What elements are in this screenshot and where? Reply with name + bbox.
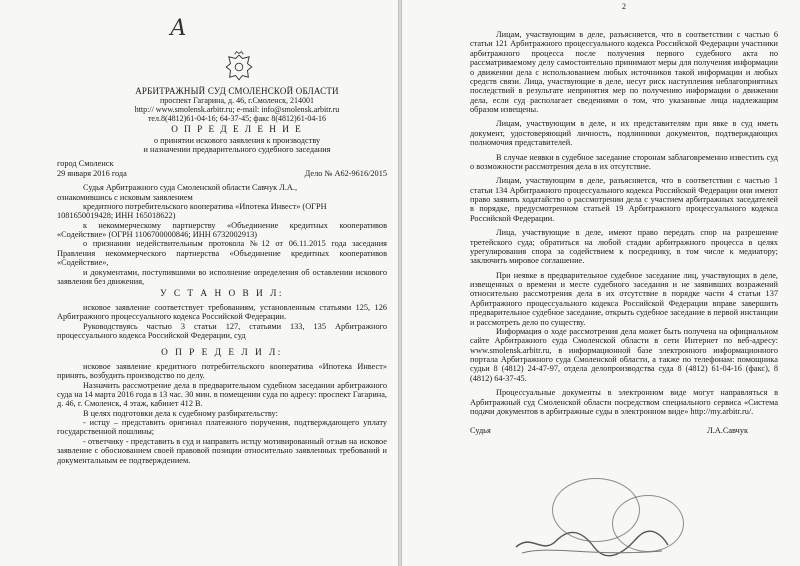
doc-subject-1: о принятии искового заявления к производству: [153, 135, 321, 145]
date-row: [57, 169, 387, 178]
para-defendant-task: - ответчику - представить в суд и направить истцу мотивированный отзыв на исковое заявление с обоснованием своей правовой позиции относительно заявленных требований и документальным ее подтверждением.: [57, 436, 387, 465]
para-mediation: Лица, участвующие в деле, имеют право передать спор на разрешение третейского суда; обратиться на любой стадии арбитражного процесса в целях урегулирования спора за содействием к посреднику, в том числе к медиатору; заключить мировое соглашение.: [470, 228, 778, 266]
para-compliance: исковое заявление соответствует требованиям, установленным статьями 125, 126 Арбитражного процессуального кодекса Российской Федерации.: [57, 302, 387, 322]
para-subject: о признании недействительным протокола №12 от 06.11.2015 года заседания Правления некоммерческого партнерства «Объединение кредитных кооперативов «Содействие»,: [57, 239, 387, 268]
court-phones: тел.8(4812)61-04-16; 64-37-45; факс 8(4812)61-04-16: [147, 114, 327, 124]
para-plaintiff: кредитного потребительского кооператива «Ипотека Инвест» (ОГРН: [83, 201, 327, 211]
doc-title: О П Р Е Д Е Л Е Н И Е: [171, 124, 303, 135]
para-absence: В случае неявки в судебное заседание сторонам заблаговременно известить суд о возможности рассмотрения дела в их отсутствие.: [470, 152, 778, 171]
doc-subject-2: и назначении предварительного судебного заседания: [143, 145, 331, 155]
para-prepare: В целях подготовки дела к судебному разбирательству:: [83, 408, 278, 418]
para-schedule: Назначить рассмотрение дела в предварительном судебном заседании арбитражного суда на 14 марта 2016 года в 13 час. 30 мин. в помещении суда по адресу: проспект Гагарина, д. 46, г. Смоленск, 4 этаж, кабинет 412 В.: [57, 380, 387, 409]
signature-row: [470, 426, 778, 435]
para-judge: Судья Арбитражного суда Смоленской области Савчук Л.А.,: [83, 183, 298, 193]
city: город Смоленск: [57, 159, 114, 169]
para-plaintiff-task: - истцу – представить оригинал платежного поручения, подтверждающего уплату государственной пошлины;: [57, 418, 387, 437]
court-name: АРБИТРАЖНЫЙ СУД СМОЛЕНСКОЙ ОБЛАСТИ: [135, 86, 339, 96]
heading-established: У С Т А Н О В И Л:: [159, 289, 284, 300]
coat-of-arms-icon: [222, 50, 256, 84]
para-id-documents: Лицам, участвующим в деле, и их представителям при явке в суд иметь документ, удостоверяющий личность, подлинники документов, подтверждающих полномочия представителей.: [470, 119, 778, 148]
para-electronic: Процессуальные документы в электронном виде могут направляться в Арбитражный суд Смоленской области посредством специального сервиса «Система подачи документов в арбитражные суды в электронном виде» http://my.arbitr.ru/.: [470, 388, 778, 416]
page-number: 2: [622, 2, 626, 11]
para-assessors: Лицам, участвующим в деле, разъясняется, что в соответствии с частью 1 статьи 134 Арбитражного процессуального кодекса Российской Федерации они имеют право заявить ходатайство о рассмотрении дела с участием арбитражных заседателей в порядке, предусмотренном статьей 19 Арбитражного процессуального кодекса Российской Федерации.: [470, 176, 778, 223]
doc-date: 29 января 2016 года: [57, 168, 127, 178]
handwritten-mark: А: [170, 16, 187, 41]
para-plaintiff-ids: 1081650019428; ИНН 165018622): [57, 211, 176, 221]
case-number: Дело № А62-9616/2015: [304, 168, 387, 178]
para-defendant: к некоммерческому партнерству «Объединение кредитных кооперативов «Содействие» (ОГРН 1106700000846; ИНН 6732002913): [57, 220, 387, 240]
page-1-content: [57, 20, 387, 465]
para-info-sources: Информация о ходе рассмотрения дела может быть получена на официальном сайте Арбитражного суда Смоленской области в сети Интернет по веб-адресу: www.smolensk.arbitr.ru, в информационной базе электронного информационного портала Арбитражного суда Смоленской области, а также по телефонам: помощника судьи 8 (4812) 24-47-97, отдела делопроизводства суда 8 (4812) 61-04-16 (факс), 8 (4812) 64-37-45.: [470, 326, 778, 383]
page-2: [402, 0, 800, 566]
signature-label: Судья: [470, 426, 491, 436]
para-guided: Руководствуясь частью 3 статьи 127, статьями 133, 135 Арбитражного процессуального кодекса Российской Федерации, суд: [57, 321, 387, 340]
page-2-content: [470, 30, 778, 436]
court-web: http:// www.smolensk.arbitr.ru; e-mail: info@smolensk.arbitr.ru: [134, 105, 340, 115]
signature-name: Л.А.Савчук: [707, 426, 748, 436]
heading-determined: О П Р Е Д Е Л И Л:: [161, 348, 283, 359]
page-1: [0, 0, 398, 566]
para-familiar: ознакомившись с исковым заявлением: [57, 192, 193, 202]
para-no-show: При неявке в предварительное судебное заседание лиц, участвующих в деле, извещенных о времени и месте судебного заседания и не заявивших возражений относительно рассмотрения дела в их отсутствие в порядке части 4 статьи 137 Арбитражного процессуального кодекса Российской Федерации вправе завершить предварительное судебное заседание, открыть судебное заседание в первой инстанции и рассмотреть дело по существу.: [470, 270, 778, 327]
signature-scribble: [512, 525, 672, 559]
para-accept: исковое заявление кредитного потребительского кооператива «Ипотека Инвест» принять, возбудить производство по делу.: [57, 361, 387, 381]
court-address: проспект Гагарина, д. 46, г.Смоленск, 214001: [159, 96, 315, 106]
para-info-rights: Лицам, участвующим в деле, разъясняется, что в соответствии с частью 6 статьи 121 Арбитражного процессуального кодекса Российской Федерации участники арбитражного процесса после получения первого судебного акта по рассматриваемому делу самостоятельно принимают меры для получения информации о движении дела с использованием любых источников такой информации и любых средств связи. Лица, участвующие в деле, несут риск наступления неблагоприятных последствий в результате непринятия мер по получению информации о движении дела, если суд располагает сведениями о том, что указанные лица надлежащим образом извещены.: [470, 30, 778, 114]
para-documents: и документами, поступившими во исполнение определения об оставлении искового заявления без движения,: [57, 267, 387, 286]
